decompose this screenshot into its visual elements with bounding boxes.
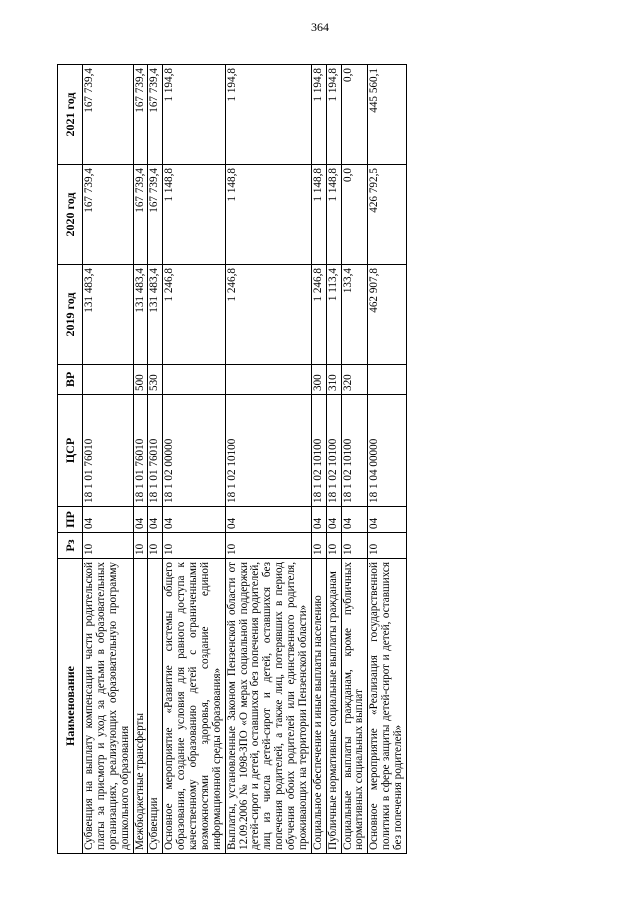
row-2021: 0,0: [341, 65, 368, 165]
row-2021: 1 194,8: [163, 65, 225, 165]
row-name: Социальные выплаты гражданам, кроме публичных нормативных социальных выплат: [341, 559, 368, 854]
header-2021: 2021 год: [58, 65, 83, 165]
row-csr: 18 1 02 00000: [163, 395, 225, 507]
row-csr: 18 1 04 00000: [368, 395, 407, 507]
row-2020: 1 148,8: [311, 165, 326, 265]
row-2019: 1 113,4: [326, 265, 341, 365]
table-row: [83, 65, 134, 854]
row-pr: 04: [148, 507, 163, 533]
row-rz: 10: [133, 533, 148, 559]
row-name: Субвенция на выплату компенсации части родительской платы за присмотр и уход за детьми в образовательных организациях, реализующих образовательную программу дошкольного образования: [83, 559, 134, 854]
row-name: Межбюджетные трансферты: [133, 559, 148, 854]
row-name: Основное мероприятие «Развитие системы общего образования, создание условия для равного доступа к качественному образованию детей с ограниченными возможностями здоровья, создание единой информационной среды образования»: [163, 559, 225, 854]
row-rz: 10: [368, 533, 407, 559]
row-2021: 1 194,8: [326, 65, 341, 165]
row-2019: 131 483,4: [148, 265, 163, 365]
row-vr: 310: [326, 365, 341, 395]
row-2021: 167 739,4: [83, 65, 134, 165]
row-2020: 167 739,4: [133, 165, 148, 265]
header-csr: ЦСР: [58, 395, 83, 507]
row-vr: [163, 365, 225, 395]
row-2021: 167 739,4: [133, 65, 148, 165]
row-pr: 04: [341, 507, 368, 533]
row-rz: 10: [341, 533, 368, 559]
row-vr: [83, 365, 134, 395]
budget-table: [57, 64, 407, 854]
header-vr: ВР: [58, 365, 83, 395]
row-rz: 10: [163, 533, 225, 559]
table-header-row: [58, 65, 83, 854]
row-vr: [225, 365, 311, 395]
row-pr: 04: [311, 507, 326, 533]
row-rz: 10: [326, 533, 341, 559]
header-2019: 2019 год: [58, 265, 83, 365]
table-row: [368, 65, 407, 854]
row-2019: 133,4: [341, 265, 368, 365]
row-rz: 10: [311, 533, 326, 559]
row-name: Социальное обеспечение и иные выплаты населению: [311, 559, 326, 854]
row-2020: 1 148,8: [163, 165, 225, 265]
row-2020: 426 792,5: [368, 165, 407, 265]
row-rz: 10: [148, 533, 163, 559]
table-row: [148, 65, 163, 854]
header-pr: ПР: [58, 507, 83, 533]
row-2020: 167 739,4: [148, 165, 163, 265]
row-name: Основное мероприятие «Реализация государственной политики в сфере защиты детей-сирот и детей, оставшихся без попечения родителей»: [368, 559, 407, 854]
row-2021: 445 560,1: [368, 65, 407, 165]
header-name: Наименование: [58, 559, 83, 854]
row-vr: [368, 365, 407, 395]
row-2019: 131 483,4: [133, 265, 148, 365]
row-vr: 300: [311, 365, 326, 395]
table-row: [225, 65, 311, 854]
page-number: 364: [311, 20, 329, 34]
row-2021: 1 194,8: [311, 65, 326, 165]
row-2021: 1 194,8: [225, 65, 311, 165]
row-vr: 320: [341, 365, 368, 395]
table-row: [133, 65, 148, 854]
row-2019: 462 907,8: [368, 265, 407, 365]
header-rz: Рз: [58, 533, 83, 559]
row-pr: 04: [225, 507, 311, 533]
row-2020: 167 739,4: [83, 165, 134, 265]
row-vr: 530: [148, 365, 163, 395]
row-2020: 1 148,8: [326, 165, 341, 265]
row-pr: 04: [83, 507, 134, 533]
table-row: [311, 65, 326, 854]
row-name: Публичные нормативные социальные выплаты гражданам: [326, 559, 341, 854]
rotated-table-wrapper: [57, 65, 495, 854]
row-csr: 18 1 02 10100: [311, 395, 326, 507]
row-csr: 18 1 01 76010: [133, 395, 148, 507]
row-name: Выплаты, установленные Законом Пензенской области от 12.09.2006 № 1098-ЗПО «О мерах социальной поддержки детей-сирот и детей, оставшихся без попечения родителей, лиц из числа детей-сирот и детей, оставшихся без попечения родителей, а также лиц, потерявших в период обучения обоих родителей или единственного родителя, проживающих на территории Пензенской области»: [225, 559, 311, 854]
header-2020: 2020 год: [58, 165, 83, 265]
row-2019: 131 483,4: [83, 265, 134, 365]
row-rz: 10: [83, 533, 134, 559]
row-pr: 04: [163, 507, 225, 533]
row-2019: 1 246,8: [311, 265, 326, 365]
row-rz: 10: [225, 533, 311, 559]
row-csr: 18 1 01 76010: [148, 395, 163, 507]
row-pr: 04: [368, 507, 407, 533]
row-2021: 167 739,4: [148, 65, 163, 165]
row-2019: 1 246,8: [163, 265, 225, 365]
row-pr: 04: [133, 507, 148, 533]
table-row: [326, 65, 341, 854]
row-2020: 0,0: [341, 165, 368, 265]
table-row: [341, 65, 368, 854]
row-csr: 18 1 02 10100: [341, 395, 368, 507]
row-csr: 18 1 01 76010: [83, 395, 134, 507]
row-2019: 1 246,8: [225, 265, 311, 365]
row-csr: 18 1 02 10100: [326, 395, 341, 507]
row-name: Субвенции: [148, 559, 163, 854]
row-pr: 04: [326, 507, 341, 533]
row-vr: 500: [133, 365, 148, 395]
row-2020: 1 148,8: [225, 165, 311, 265]
table-row: [163, 65, 225, 854]
row-csr: 18 1 02 10100: [225, 395, 311, 507]
